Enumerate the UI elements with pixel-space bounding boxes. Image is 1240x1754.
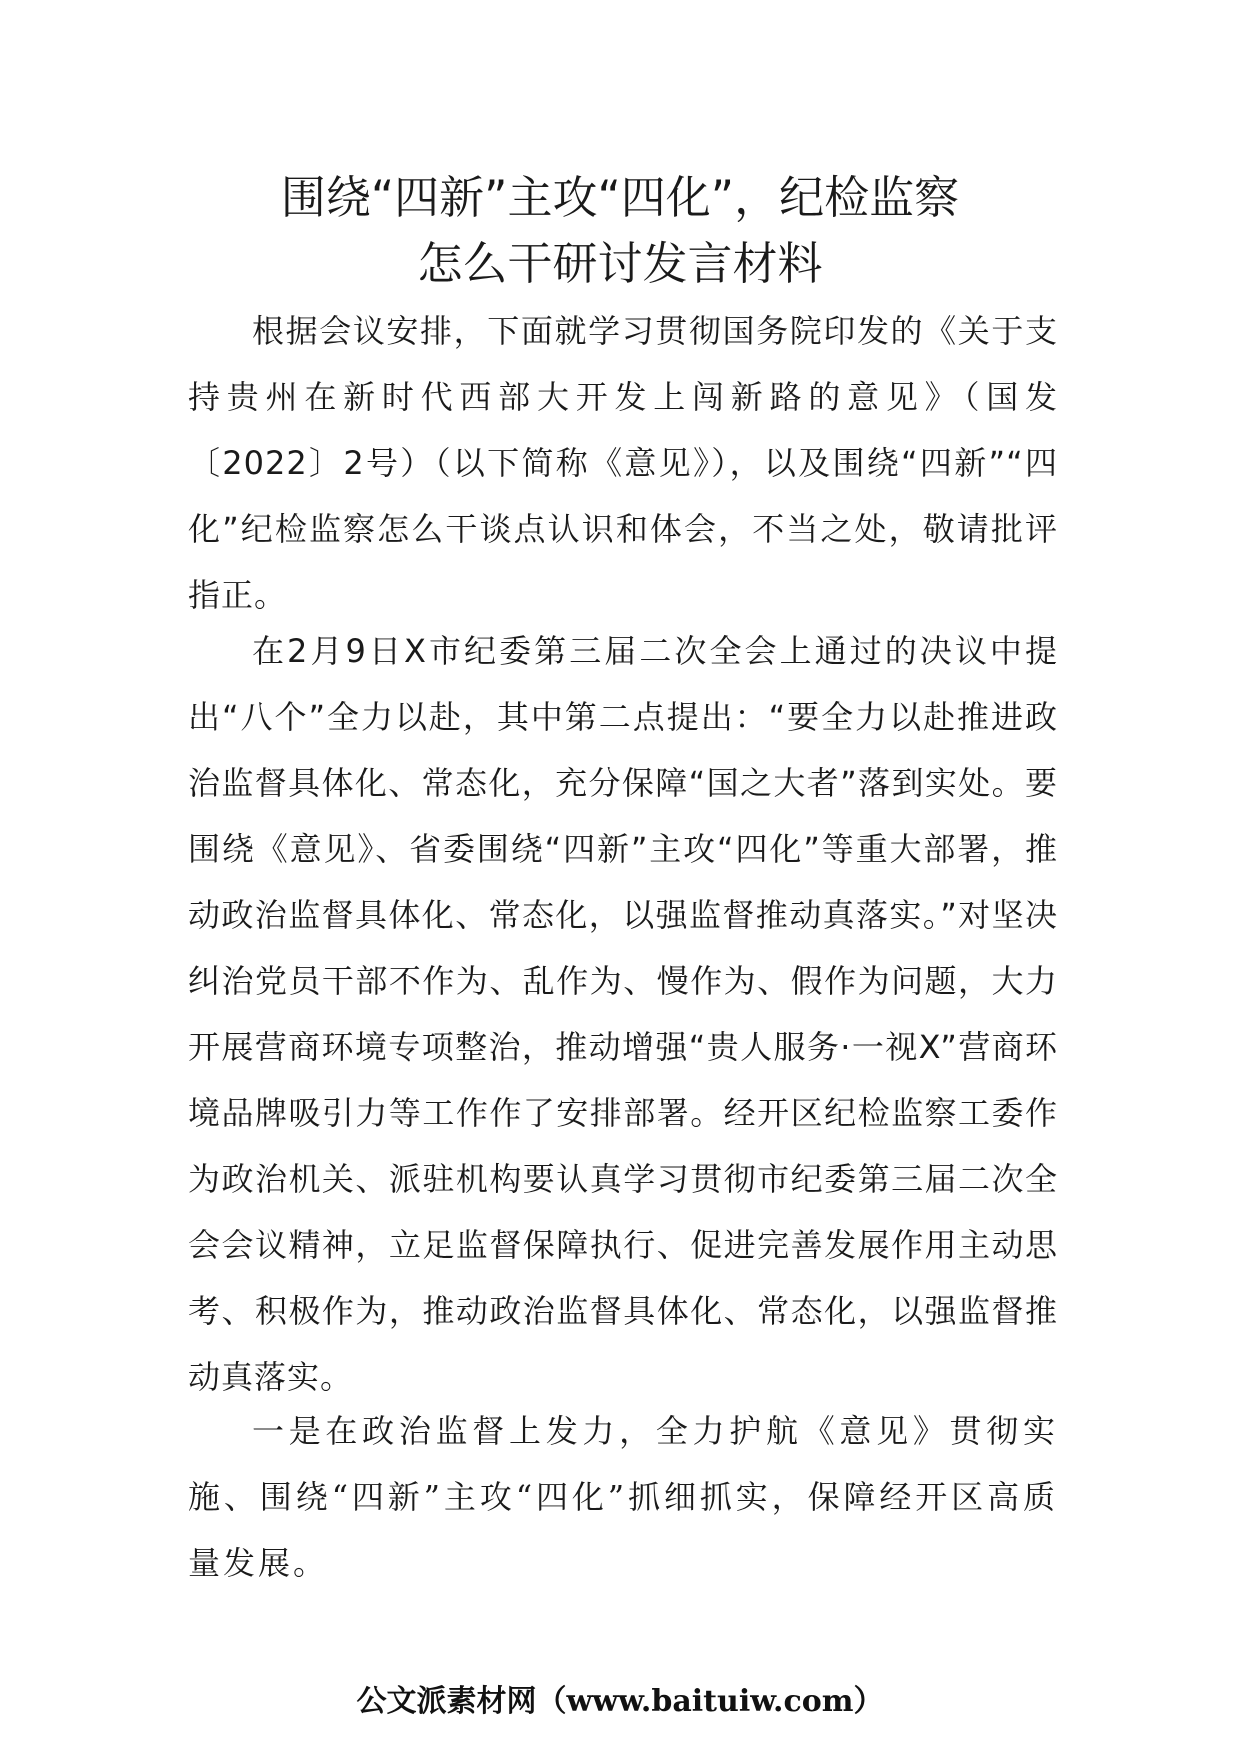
paragraph-intro: 根据会议安排，下面就学习贯彻国务院印发的《关于支持贵州在新时代西部大开发上闯新路的意见》（国发〔2022〕2号）（以下简称《意见》），以及围绕“四新”“四化”纪检监察怎么干谈点认识和体会，不当之处，敬请批评指正。 [188,312,1058,614]
paragraph-resolution: 在2月9日X市纪委第三届二次全会上通过的决议中提出“八个”全力以赴，其中第二点提出：“要全力以赴推进政治监督具体化、常态化，充分保障“国之大者”落到实处。要围绕《意见》、省委围绕“四新”主攻“四化”等重大部署，推动政治监督具体化、常态化，以强监督推动真落实。”对坚决纠治党员干部不作为、乱作为、慢作为、假作为问题，大力开展营商环境专项整治，推动增强“贵人服务·一视X”营商环境品牌吸引力等工作作了安排部署。经开区纪检监察工委作为政治机关、派驻机构要认真学习贯彻市纪委第三届二次全会会议精神，立足监督保障执行、促进完善发展作用主动思考、积极作为，推动政治监督具体化、常态化，以强监督推动真落实。 [188,632,1058,1396]
document-title-line-2: 怎么干研讨发言材料 [417,237,823,290]
document-title-line-1: 围绕“四新”主攻“四化”，纪检监察 [280,171,960,224]
footer-watermark: 公文派素材网（www.baituiw.com） [356,1684,884,1719]
paragraph-point-one: 一是在政治监督上发力，全力护航《意见》贯彻实施、围绕“四新”主攻“四化”抓细抓实，保障经开区高质量发展。 [188,1412,1058,1582]
